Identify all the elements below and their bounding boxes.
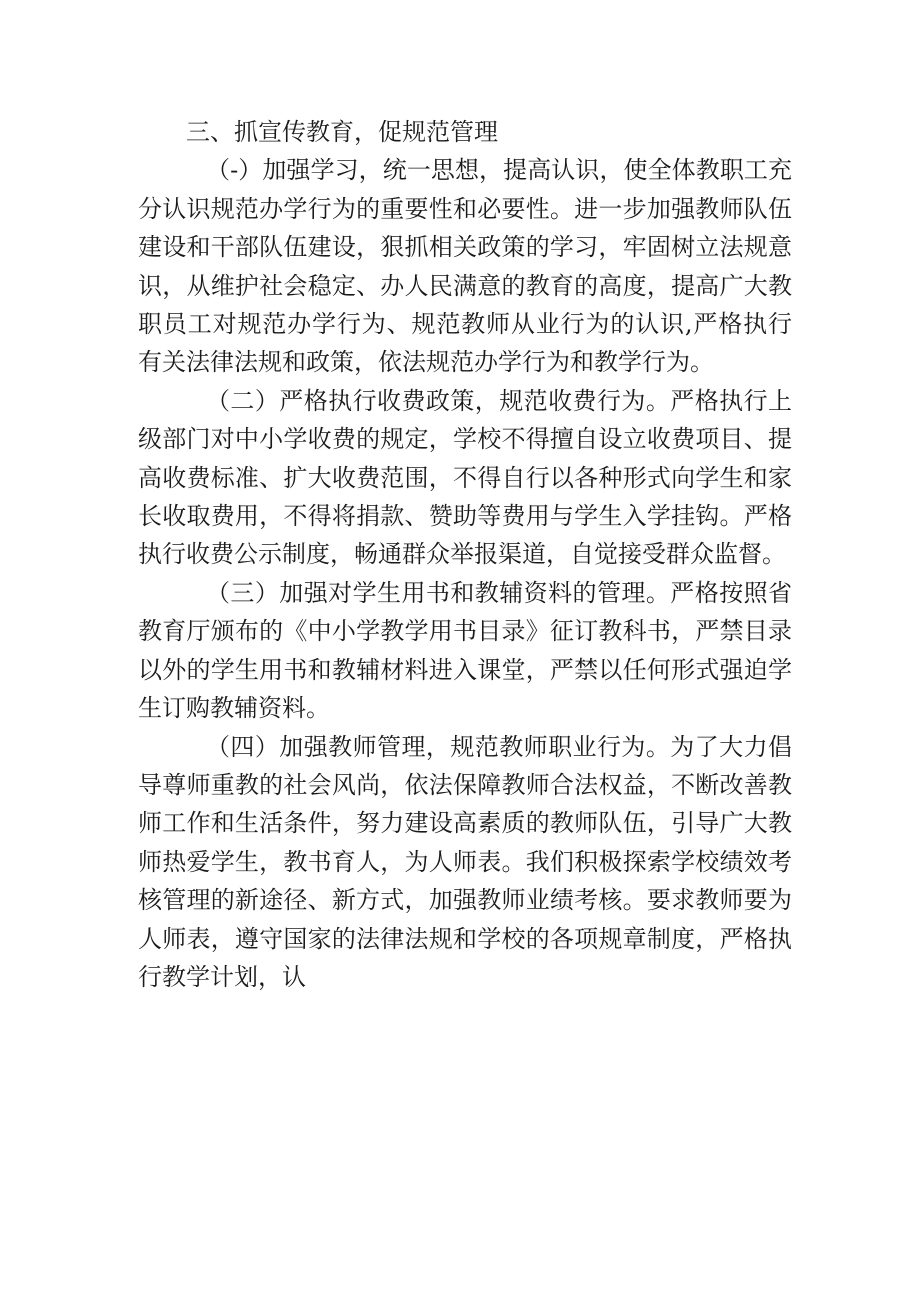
document-body [138, 113, 792, 996]
paragraph-1: （-）加强学习，统一思想，提高认识，使全体教职工充分认识规范办学行为的重要性和必要性。进一步加强教师队伍建设和干部队伍建设，狠抓相关政策的学习，牢固树立法规意识，从维护社会稳定、办人民满意的教育的高度，提高广大教职员工对规范办学行为、规范教师从业行为的认识,严格执行有关法律法规和政策，依法规范办学行为和教学行为。 [138, 156, 792, 377]
paragraph-3: （三）加强对学生用书和教辅资料的管理。严格按照省教育厅颁布的《中小学教学用书目录》征订教科书，严禁目录以外的学生用书和教辅材料进入课堂，严禁以任何形式强迫学生订购教辅资料。 [138, 578, 792, 723]
section-heading: 三、抓宣传教育，促规范管理 [186, 118, 498, 146]
paragraph-2: （二）严格执行收费政策，规范收费行为。严格执行上级部门对中小学收费的规定，学校不得擅自设立收费项目、提高收费标准、扩大收费范围，不得自行以各种形式向学生和家长收取费用，不得将捐款、赞助等费用与学生入学挂钩。严格执行收费公示制度，畅通群众举报渠道，自觉接受群众监督。 [138, 386, 792, 569]
paragraph-4: （四）加强教师管理，规范教师职业行为。为了大力倡导尊师重教的社会风尚，依法保障教师合法权益，不断改善教师工作和生活条件，努力建设高素质的教师队伍，引导广大教师热爱学生，教书育人，为人师表。我们积极探索学校绩效考核管理的新途径、新方式，加强教师业绩考核。要求教师要为人师表，遵守国家的法律法规和学校的各项规章制度，严格执行教学计划，认 [138, 732, 792, 991]
